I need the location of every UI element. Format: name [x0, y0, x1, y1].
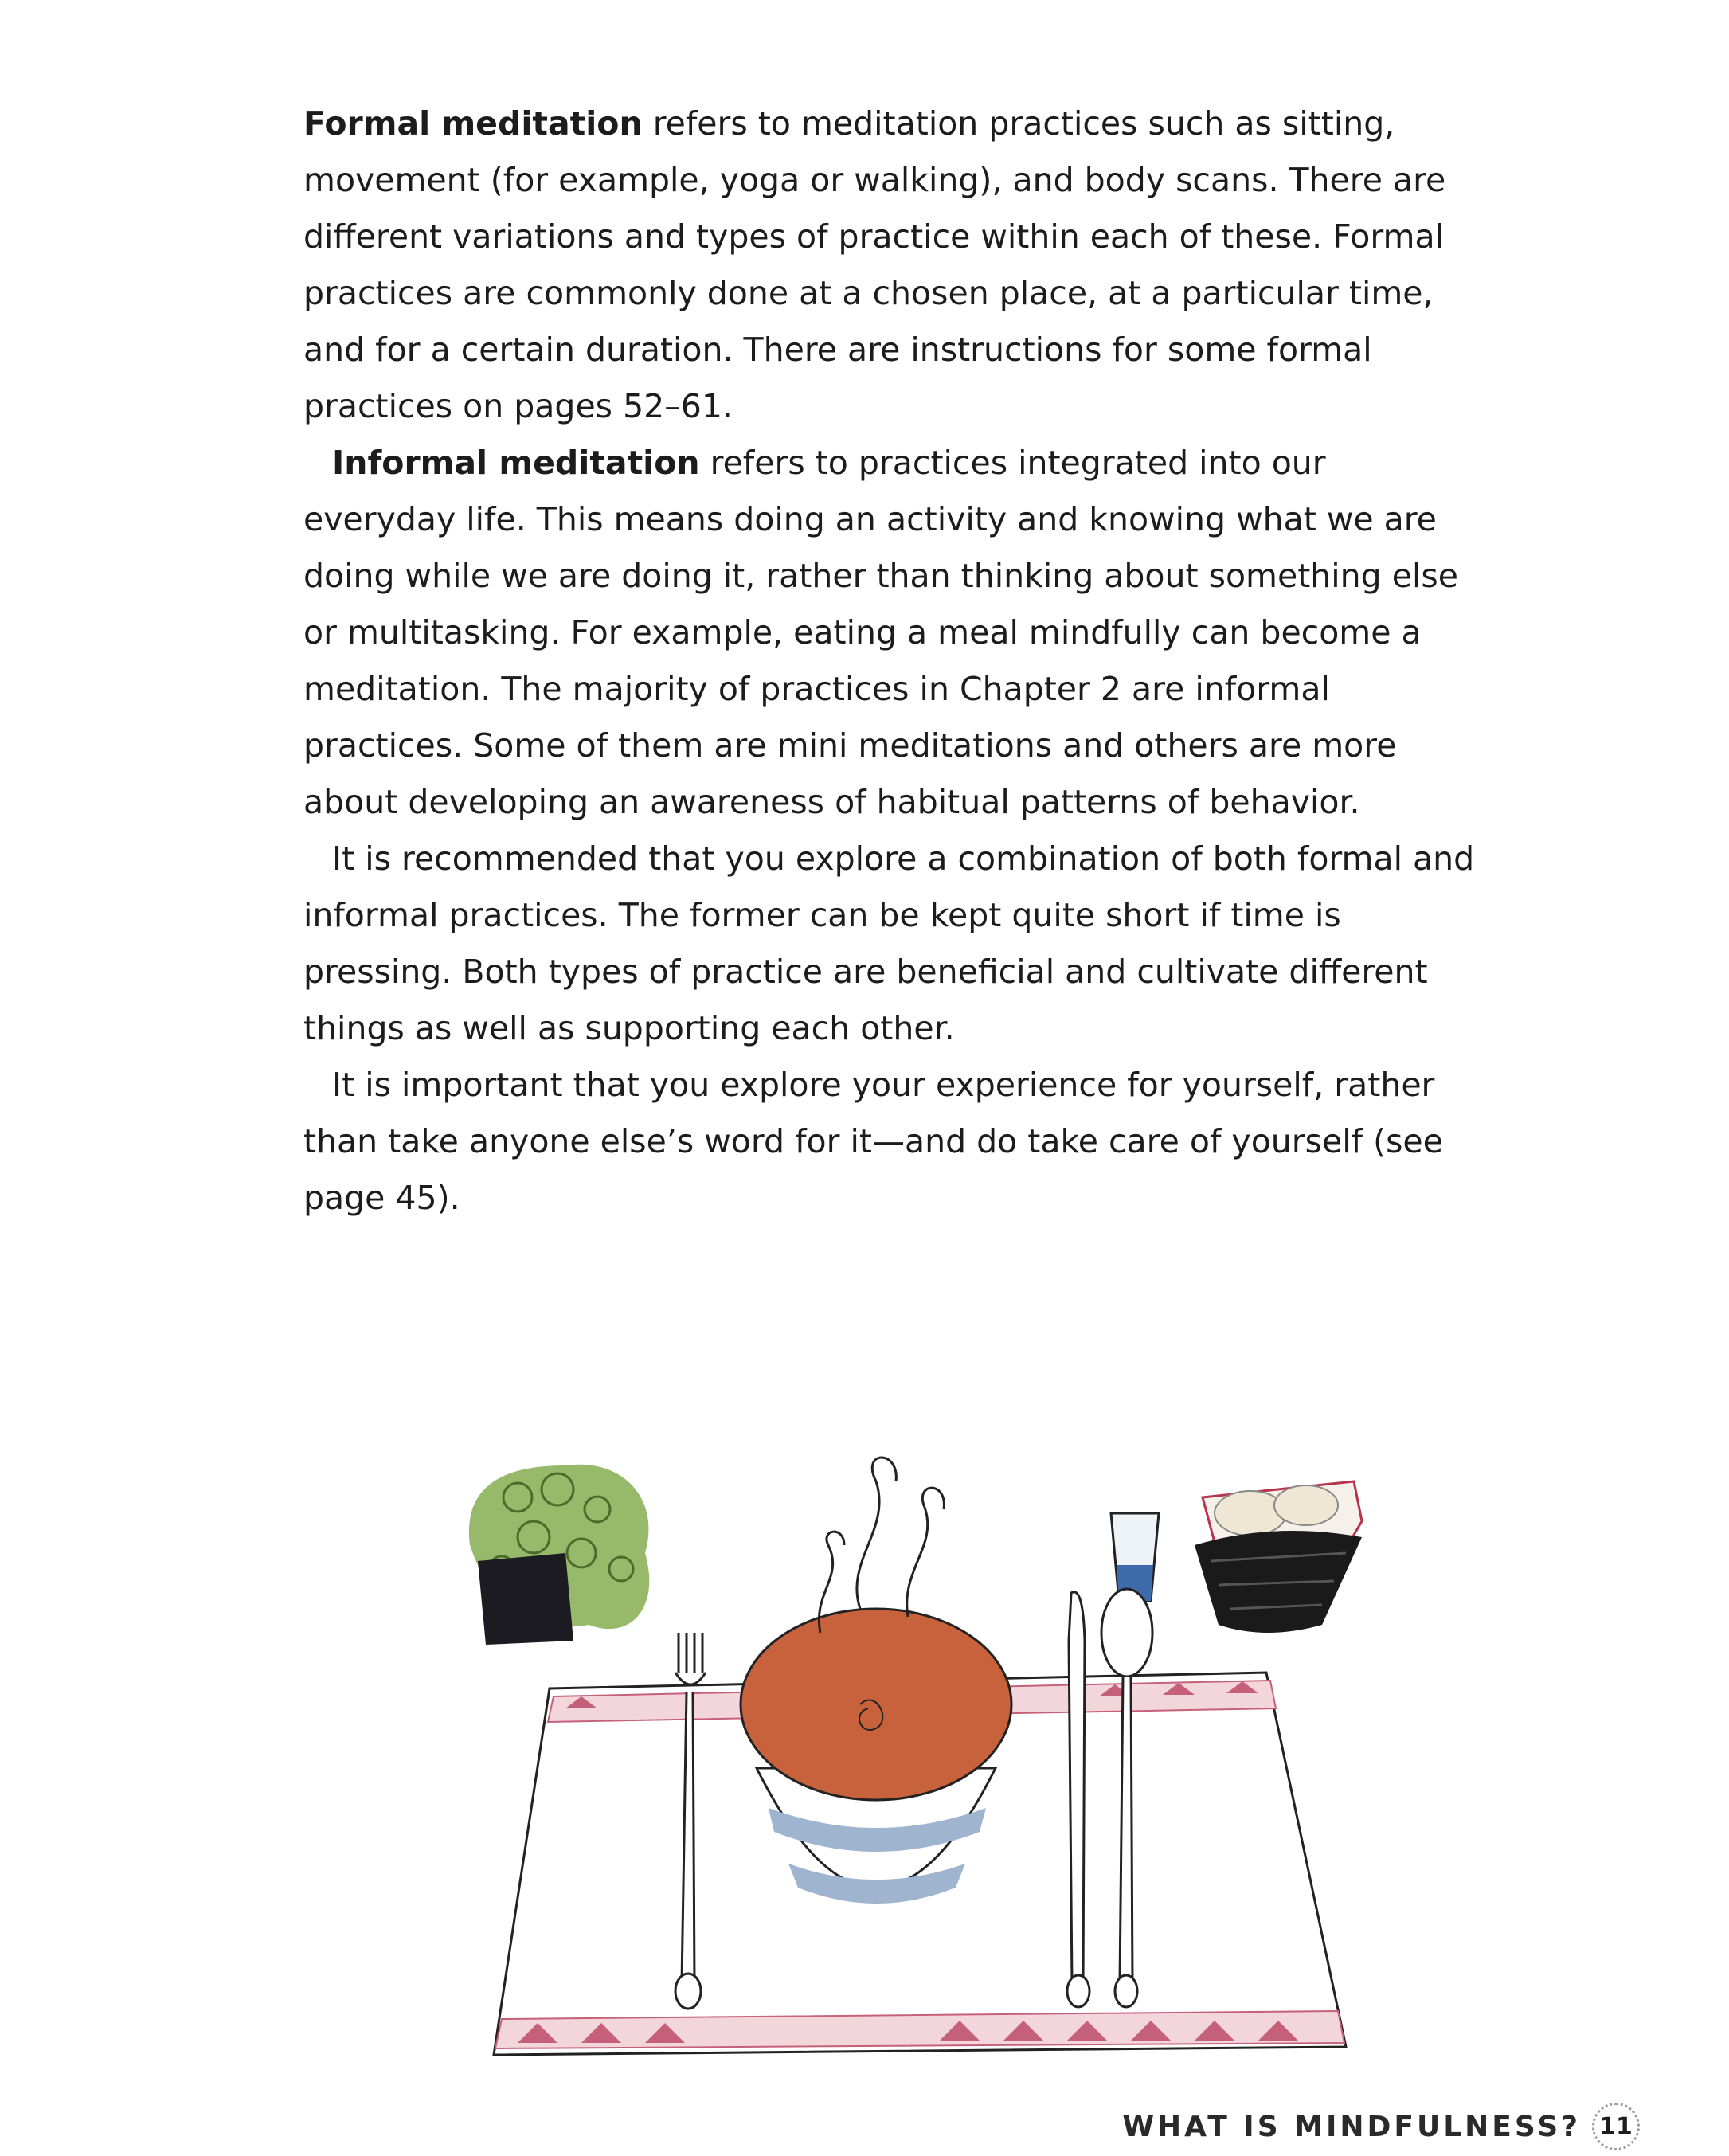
paragraph-informal-meditation [303, 435, 1482, 831]
page-footer [1122, 2103, 1640, 2150]
greens-pot [469, 1465, 649, 1645]
bread-basket [1195, 1481, 1362, 1633]
running-head: WHAT IS MINDFULNESS? [1122, 2110, 1581, 2143]
paragraph-formal-meditation [303, 96, 1482, 435]
term-formal-meditation: Formal meditation [303, 104, 643, 143]
term-informal-meditation: Informal meditation [332, 444, 700, 482]
body-text [303, 96, 1482, 1227]
water-glass [1111, 1513, 1159, 1601]
paragraph-text: refers to practices integrated into our everyday life. This means doing an activity and knowing what we are doing while we are doing it, rather than thinking about something else or multitasking. For example, eating a meal mindfully can become a meditation. The majority of practices in Chapter 2 are informal practices. Some of them are mini meditations and others are more about developing an awareness of habitual patterns of behavior. [303, 444, 1458, 821]
page-number: 11 [1592, 2103, 1640, 2150]
place-setting-illustration [446, 1434, 1449, 2087]
paragraph-text: refers to meditation practices such as sitting, movement (for example, yoga or walking), and body scans. There are different variations and types of practice within each of these. Formal practices are commonly done at a chosen place, at a particular time, and for a certain duration. There are instructions for some formal practices on pages 52–61. [303, 104, 1446, 425]
paragraph-recommendation: It is recommended that you explore a combination of both formal and informal practices. The former can be kept quite short if time is pressing. Both types of practice are beneficial and cultivate different things as well as supporting each other. [303, 839, 1475, 1047]
paragraph-explore-experience: It is important that you explore your experience for yourself, rather than take anyone else’s word for it—and do take care of yourself (see page 45). [303, 1066, 1443, 1217]
